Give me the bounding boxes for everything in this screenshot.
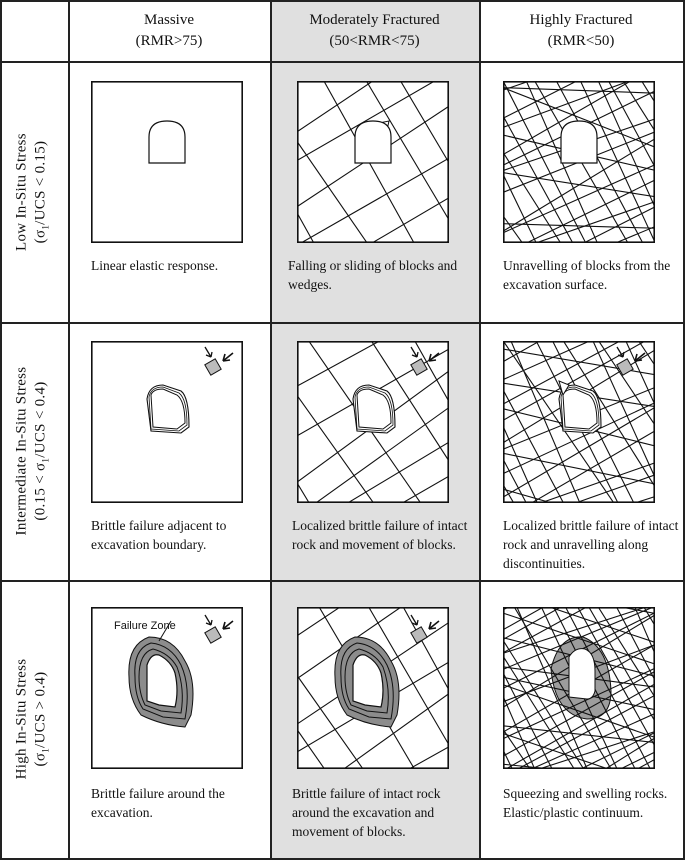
excavation-opening [149,121,185,163]
row-title: Intermediate In-Situ Stress [13,366,30,536]
row-title: High In-Situ Stress [13,658,30,780]
cell-description: Linear elastic response. [91,258,219,273]
divider [683,0,685,860]
row-title: Low In-Situ Stress [13,133,30,251]
row-subtitle: ($\sigma_1$/UCS > 0.4) [32,671,51,767]
divider [0,858,685,860]
divider [0,580,685,582]
row-subtitle: ($\sigma_1$/UCS < 0.15) [32,140,51,244]
column-title: Moderately Fractured [309,12,440,28]
excavation-opening [355,121,391,163]
excavation-diagram [503,81,655,243]
divider [0,61,685,63]
cell-description: Localized brittle failure of intact rock and unravelling along discontinuities. [503,518,679,571]
excavation-diagram [91,341,243,503]
excavation-diagram [503,341,655,503]
cell-description: Unravelling of blocks from the excavation surface. [503,258,671,292]
cell-description: Squeezing and swelling rocks. Elastic/plastic continuum. [503,786,668,820]
cell-description: Localized brittle failure of intact rock and movement of blocks. [292,518,468,552]
cell-description: Brittle failure around the excavation. [91,786,225,820]
divider [0,0,685,2]
row-subtitle: ($0.15 < \sigma_1$/UCS < 0.4) [32,381,51,521]
excavation-diagram [297,81,449,243]
column-subtitle: (RMR<50) [547,33,615,49]
divider [0,322,685,324]
cell-description: Brittle failure adjacent to excavation boundary. [91,518,227,552]
column-subtitle: (50<RMR<75) [329,33,420,49]
divider [0,0,2,860]
excavation-opening [569,649,595,699]
divider [479,0,481,860]
excavation-diagram [91,81,243,243]
cell-description: Brittle failure of intact rock around the excavation and movement of blocks. [292,786,441,839]
excavation-diagram [297,341,449,503]
column-header-moderately-fractured [270,10,479,52]
column-title: Highly Fractured [529,12,633,28]
column-header-massive [68,10,270,52]
divider [68,0,70,860]
cell-description: Falling or sliding of blocks and wedges. [288,258,458,292]
divider [270,0,272,860]
column-header-highly-fractured [479,10,683,52]
excavation-diagram [503,607,655,769]
excavation-diagram [297,607,449,769]
column-title: Massive [144,12,194,28]
column-subtitle: (RMR>75) [135,33,203,49]
excavation-opening [561,121,597,163]
failure-zone-label: Failure Zone [114,620,176,632]
